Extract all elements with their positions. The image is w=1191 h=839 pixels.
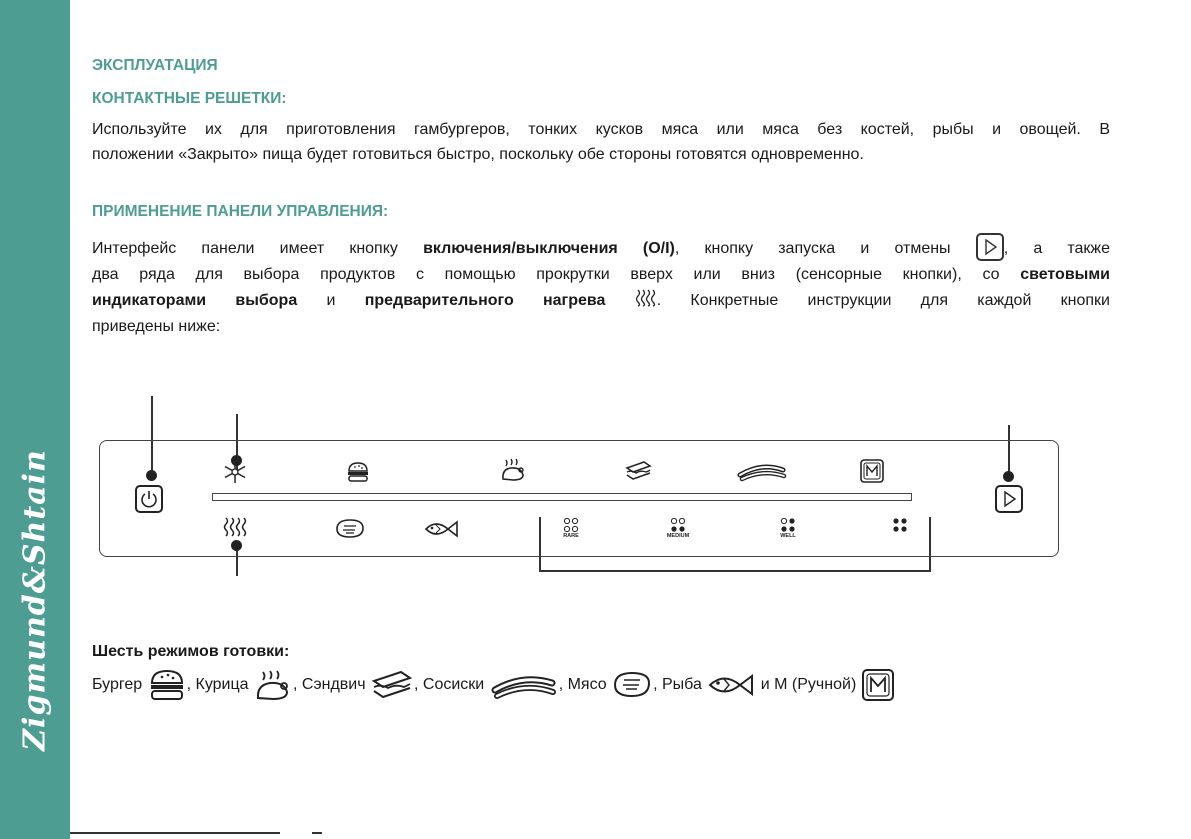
- modes-line: [92, 668, 895, 702]
- text-fragment: Интерфейс панели имеет кнопку: [92, 240, 424, 257]
- manual-m-icon[interactable]: [860, 459, 884, 483]
- preheat-icon[interactable]: [222, 515, 248, 541]
- brand-logo: Zigmund&Shtain: [17, 449, 53, 751]
- text-fragment: , кнопку запуска и отмены: [674, 240, 976, 257]
- selection-bar: [212, 493, 912, 501]
- steak-icon: [611, 668, 653, 702]
- doneness-label-well: WELL: [780, 533, 796, 539]
- sausage-icon: [489, 668, 559, 702]
- brand-sidebar: [0, 0, 70, 839]
- preheat-emphasis: предварительного нагрева: [364, 292, 606, 309]
- panel-usage-line-2: [92, 262, 1110, 288]
- burger-icon[interactable]: [346, 461, 370, 483]
- power-icon[interactable]: [135, 485, 163, 513]
- play-button-inline-icon: [976, 233, 1004, 261]
- bracket-bottom: [539, 570, 931, 572]
- mode-fish-label: , Рыба: [653, 676, 702, 694]
- grills-line-2: положении «Закрыто» пища будет готовиться быстро, поскольку обе стороны готовятся одновременно.: [92, 146, 864, 163]
- grills-paragraph: [92, 117, 1110, 167]
- mode-sandwich-label: , Сэндвич: [293, 676, 366, 694]
- panel-usage-title: ПРИМЕНЕНИЕ ПАНЕЛИ УПРАВЛЕНИЯ:: [92, 203, 389, 220]
- grills-line-1: Используйте их для приготовления гамбургеров, тонких кусков мяса или мяса без костей, рыбы и овощей. В: [92, 121, 1110, 138]
- mode-burger-label: Бургер: [92, 676, 143, 694]
- onoff-emphasis: включения/выключения (O/I): [423, 240, 675, 257]
- text-fragment: , а также: [1003, 240, 1111, 257]
- grills-title: КОНТАКТНЫЕ РЕШЕТКИ:: [92, 90, 287, 107]
- chicken-icon[interactable]: [499, 457, 527, 483]
- doneness-lights-medium-icon: [670, 517, 686, 533]
- doneness-lights-full-icon: [892, 517, 908, 533]
- mode-sausages-label: , Сосиски: [414, 676, 485, 694]
- indicator-emphasis: световыми: [1020, 266, 1110, 283]
- doneness-lights-well-icon: [780, 517, 796, 533]
- modes-title: Шесть режимов готовки:: [92, 643, 290, 660]
- footer-rule: [70, 832, 280, 834]
- sausage-icon[interactable]: [736, 458, 788, 484]
- mode-manual-label: и M (Ручной): [756, 676, 857, 694]
- section-title: ЭКСПЛУАТАЦИЯ: [92, 57, 218, 74]
- text-fragment: . Конкретные инструкции для каждой кнопки: [656, 292, 1110, 309]
- text-fragment: два ряда для выбора продуктов с помощью прокрутки вверх или вниз (сенсорные кнопки), со: [92, 266, 1021, 283]
- panel-usage-line-3: [92, 288, 1110, 314]
- steak-icon[interactable]: [334, 517, 366, 541]
- burger-icon: [147, 668, 187, 702]
- mode-chicken-label: , Курица: [186, 676, 249, 694]
- text-fragment: и: [297, 292, 365, 309]
- footer-rule-mark: [312, 832, 322, 834]
- fish-icon[interactable]: [422, 518, 460, 540]
- doneness-lights-rare-icon: [563, 517, 579, 533]
- fish-icon: [706, 670, 756, 700]
- doneness-label-rare: RARE: [563, 533, 579, 539]
- sandwich-icon: [370, 668, 414, 702]
- doneness-label-medium: MEDIUM: [666, 533, 690, 539]
- play-icon[interactable]: [995, 485, 1023, 513]
- indicator-emphasis-2: индикаторами выбора: [92, 292, 298, 309]
- snowflake-icon[interactable]: [222, 459, 248, 485]
- chicken-icon: [253, 668, 293, 702]
- manual-m-icon: [861, 668, 895, 702]
- panel-usage-line-1: [92, 233, 1110, 262]
- panel-usage-line-4: приведены ниже:: [92, 318, 221, 335]
- sandwich-icon[interactable]: [624, 459, 652, 483]
- preheat-inline-icon: [635, 288, 657, 308]
- panel-usage-paragraph: [92, 233, 1110, 340]
- control-panel: [99, 440, 1059, 557]
- mode-meat-label: , Мясо: [558, 676, 607, 694]
